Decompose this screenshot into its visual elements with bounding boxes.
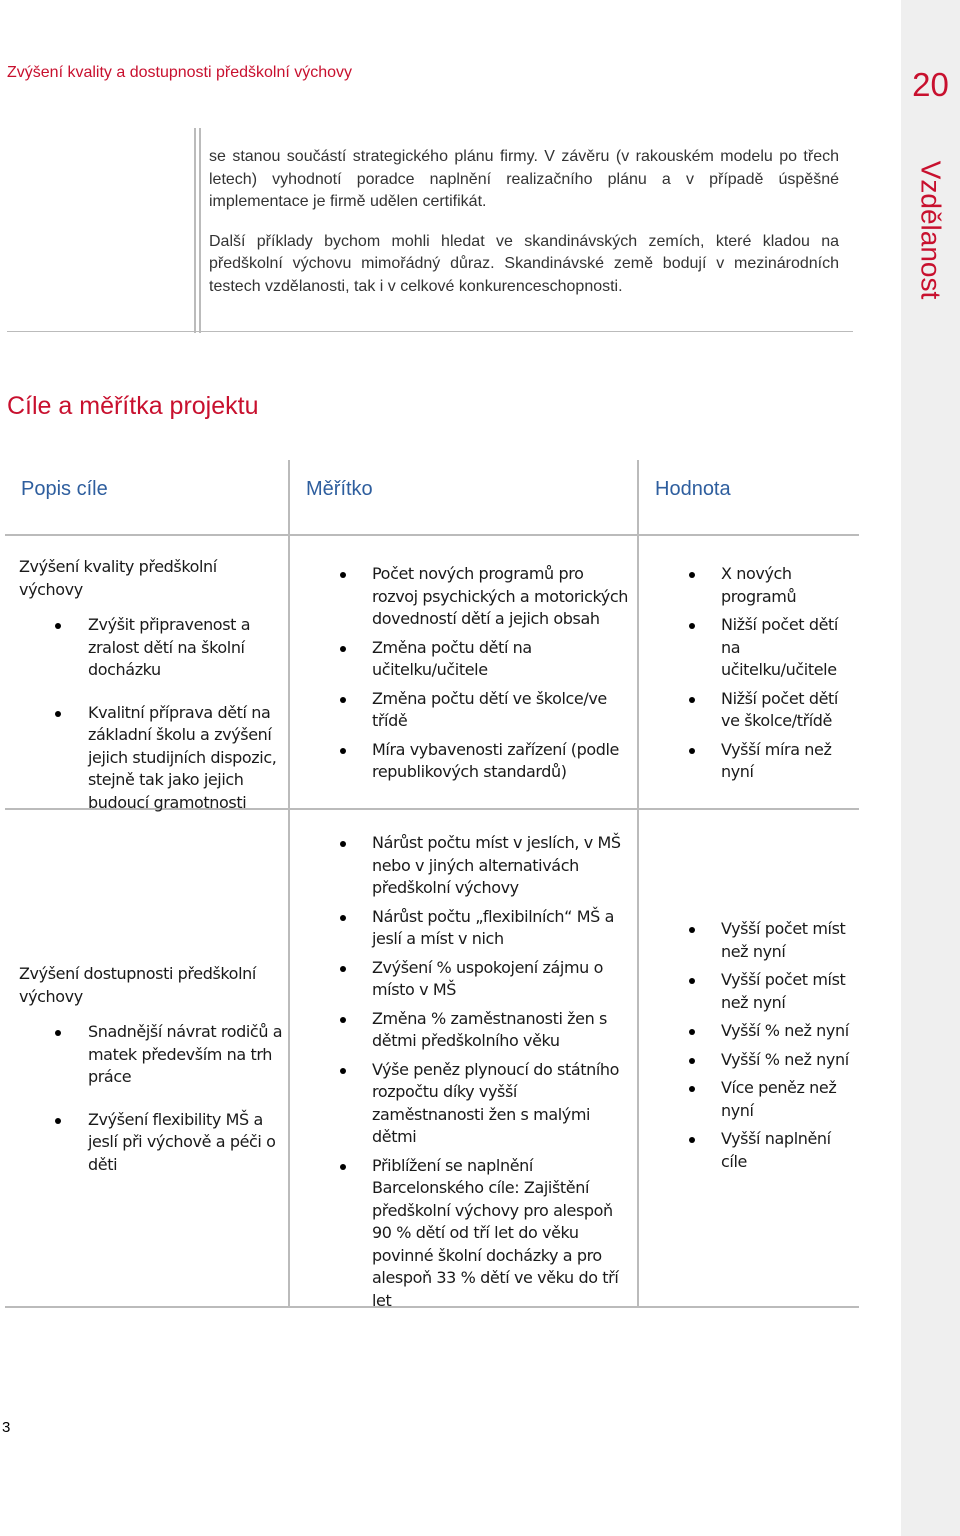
header-divider xyxy=(288,460,290,534)
measure-list xyxy=(338,832,633,1312)
list-item: Změna počtu dětí na učitelku/učitele xyxy=(338,637,633,682)
list-item: Vyšší počet míst než nyní xyxy=(687,969,849,1014)
list-item: Vyšší míra než nyní xyxy=(687,739,849,784)
list-item: Vyšší % než nyní xyxy=(687,1020,849,1043)
list-item: Vyšší naplnění cíle xyxy=(687,1128,849,1173)
table-divider xyxy=(288,808,290,1308)
column-header-goal: Popis cíle xyxy=(21,478,108,500)
header-divider xyxy=(637,460,639,534)
list-item: Výše peněz plynoucí do státního rozpočtu díky vyšší zaměstnanosti žen s malými dětmi xyxy=(338,1059,633,1149)
value-list xyxy=(687,563,849,784)
list-item: Více peněz než nyní xyxy=(687,1077,849,1122)
intro-divider xyxy=(199,128,201,333)
intro-divider xyxy=(194,128,196,333)
sub-goal-list xyxy=(19,614,284,814)
table-divider xyxy=(637,534,639,810)
list-item: Nižší počet dětí ve školce/třídě xyxy=(687,688,849,733)
value-list xyxy=(687,918,849,1173)
intro-paragraph: se stanou součástí strategického plánu firmy. V závěru (v rakouském modelu po třech letech) vyhodnotí poradce naplnění realizačního plánu a v případě úspěšné implementace je firmě udělen certifikát. xyxy=(209,148,839,210)
list-item: X nových programů xyxy=(687,563,849,608)
list-item: Snadnější návrat rodičů a matek především na trh práce xyxy=(19,1021,284,1089)
list-item: Nárůst počtu míst v jeslích, v MŠ nebo v jiných alternativách předškolní výchovy xyxy=(338,832,633,900)
list-item: Vyšší počet míst než nyní xyxy=(687,918,849,963)
table-row-goal xyxy=(19,556,284,834)
intro-paragraph: Další příklady bychom mohli hledat ve skandinávských zemích, které kladou na předškolní výchovu mimořádný důraz. Skandinávské země bodují v mezinárodních testech vzdělanosti, tak i v celkové konkurenceschopnosti. xyxy=(209,232,839,295)
table-row-measures xyxy=(338,563,633,790)
intro-bottom-rule xyxy=(7,331,853,332)
footer-page-number: 3 xyxy=(2,1419,11,1436)
measure-list xyxy=(338,563,633,784)
list-item: Přiblížení se naplnění Barcelonského cíle: Zajištění předškolní výchovy pro alespoň 90 % dětí od tří let do věku povinné školní docházky a pro alespoň 33 % dětí ve věku do tří let xyxy=(338,1155,633,1313)
list-item: Změna % zaměstnanosti žen s dětmi předškolního věku xyxy=(338,1008,633,1053)
intro-text xyxy=(209,146,839,315)
side-chapter-label xyxy=(904,153,956,306)
list-item: Vyšší % než nyní xyxy=(687,1049,849,1072)
list-item: Zvýšení % uspokojení zájmu o místo v MŠ xyxy=(338,957,633,1002)
goal-title: Zvýšení kvality předškolní výchovy xyxy=(19,557,217,599)
list-item: Změna počtu dětí ve školce/ve třídě xyxy=(338,688,633,733)
list-item: Zvýšit připravenost a zralost dětí na školní docházku xyxy=(19,614,284,682)
column-header-value: Hodnota xyxy=(655,478,731,500)
list-item: Zvýšení flexibility MŠ a jeslí při výchově a péči o děti xyxy=(19,1109,284,1177)
page-number: 20 xyxy=(912,66,949,103)
side-chapter-label-text: Vzdělanost xyxy=(915,160,947,299)
table-divider xyxy=(637,808,639,1308)
sub-goal-list xyxy=(19,1021,284,1176)
table-row-values xyxy=(687,563,849,790)
goal-title: Zvýšení dostupnosti předškolní výchovy xyxy=(19,964,256,1006)
table-row-values xyxy=(687,918,849,1179)
intro-box xyxy=(7,128,853,333)
running-header-title: Zvýšení kvality a dostupnosti předškolní výchovy xyxy=(7,64,353,81)
table-row-goal xyxy=(19,963,284,1196)
column-header-measure: Měřítko xyxy=(306,478,373,500)
list-item: Kvalitní příprava dětí na základní školu a zvýšení jejich studijních dispozic, stejně tak jako jejich budoucí gramotnosti xyxy=(19,702,284,815)
list-item: Nižší počet dětí na učitelku/učitele xyxy=(687,614,849,682)
table-row-measures xyxy=(338,832,633,1318)
section-title: Cíle a měřítka projektu xyxy=(7,392,259,420)
table-divider xyxy=(288,534,290,810)
list-item: Počet nových programů pro rozvoj psychických a motorických dovedností dětí a jejich obsah xyxy=(338,563,633,631)
list-item: Míra vybavenosti zařízení (podle republikových standardů) xyxy=(338,739,633,784)
list-item: Nárůst počtu „flexibilních“ MŠ a jeslí a míst v nich xyxy=(338,906,633,951)
table-rule xyxy=(5,534,859,536)
